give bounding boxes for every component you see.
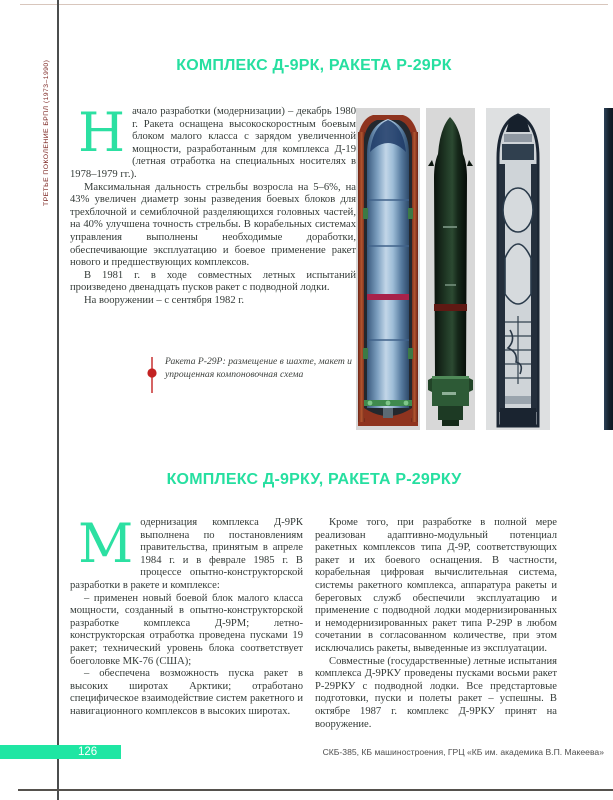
- figure-caption-text: Ракета Р-29Р: размещение в шахте, макет и упрощенная компоновочная схема: [165, 356, 352, 380]
- section1-paragraph-1: Начало разработки (модернизации) – декабрь 1980 г. Ракета оснащена высокоскоростным боевым блоком малого класса с зарядом увеличенной мощности, разработанным для комплекса Д-19 (летная отработка на специальных носителях в 1978–1979 гг.).: [70, 101, 356, 180]
- section2-right-column: [315, 517, 557, 731]
- figure-caption: [147, 356, 367, 394]
- page-number: 126: [78, 746, 98, 758]
- section1-title: КОМПЛЕКС Д-9РК, РАКЕТА Р-29РК: [176, 57, 452, 74]
- section2-title: КОМПЛЕКС Д-9РКУ, РАКЕТА Р-29РКУ: [166, 471, 462, 488]
- section1-paragraph-4: На вооружении – с сентября 1982 г.: [84, 294, 245, 306]
- section1-paragraph-3: В 1981 г. в ходе совместных летных испытаний произведено двенадцать пусков ракет с подводной лодки.: [70, 269, 356, 294]
- page-number-bar: [0, 745, 121, 759]
- footer-imprint: СКБ-385, КБ машиностроения, ГРЦ «КБ им. академика В.П. Макеева»: [322, 747, 604, 757]
- section1-paragraph-2: Максимальная дальность стрельбы возросла на 5–6%, на 43% увеличен диаметр зоны разведения боевых блоков для трехблочной и семиблочной разделяющихся головных частей, на 40% улучшена точность стрельбы. В корабельных системах управления выполнены необходимые доработки, обеспечивающие эксплуатацию и боевое применение ракет нового и предшествующих комплексов.: [70, 181, 356, 269]
- missile-schematic-image: [486, 108, 550, 430]
- section2-left-paragraph: Модернизация комплекса Д-9РК выполнена по постановлениям правительства, принятым в апреле 1984 г. и в феврале 1985 г. В процессе опытно-конструкторской разработки в ракете и комплексе:: [70, 512, 303, 591]
- red-pin-icon: [147, 356, 157, 394]
- section2-right-paragraph-2: Совместные (государственные) летные испытания комплекса Д-9РКУ проведены пусками восьми ракет Р-29РКУ с подводной лодки. Все предстартовые подготовки, пуски и полеты ракет – успешны. В октябре 1987 г. комплекс Д-9РКУ принят на вооружение.: [315, 655, 557, 730]
- left-vertical-rule: [57, 0, 59, 800]
- section1-text: [70, 101, 356, 308]
- section2-left-item-1: – применен новый боевой блок малого класса мощности, созданный в опытно-конструкторской разработке комплекса Д-9РМ; летно-конструкторская отработка проведена пусками 19 ракет; технический уровень блока соответствует боеголовке МК-76 (США);: [70, 592, 303, 667]
- section2-left-column: [70, 512, 303, 719]
- chapter-sidebar-label: ТРЕТЬЕ ПОКОЛЕНИЕ БРПЛ (1973–1990): [43, 59, 50, 206]
- page-top-edge-line: [20, 4, 608, 5]
- dropcap-letter: М: [78, 512, 134, 575]
- section2-right-paragraph-1: Кроме того, при разработке в полной мере реализован адаптивно-модульный потенциал ракетных комплексов типа Д-9Р, соответствующих ракет и их боевого оснащения. В частности, корабельная цифровая вычислительная система, системы ракетного комплекса, аппаратура ракеты и береговых служб обеспечили эксплуатацию и применение с подводной лодки модернизированных и немодернизированных ракет типа Р-29Р в любом сочетании в согласованном количестве, при этом исключались ракеты, выведенные из эксплуатации.: [315, 517, 557, 654]
- missile-mockup-photo: [426, 108, 475, 430]
- page-bottom-edge-line: [18, 789, 613, 791]
- page-edge-image-sliver: [604, 108, 613, 430]
- section2-left-item-2: – обеспечена возможность пуска ракет в высоких широтах Арктики; отработано специфическое взаимодействие систем ракетного и навигационного комплексов в высоких широтах.: [70, 668, 303, 717]
- dropcap-letter: Н: [78, 101, 126, 164]
